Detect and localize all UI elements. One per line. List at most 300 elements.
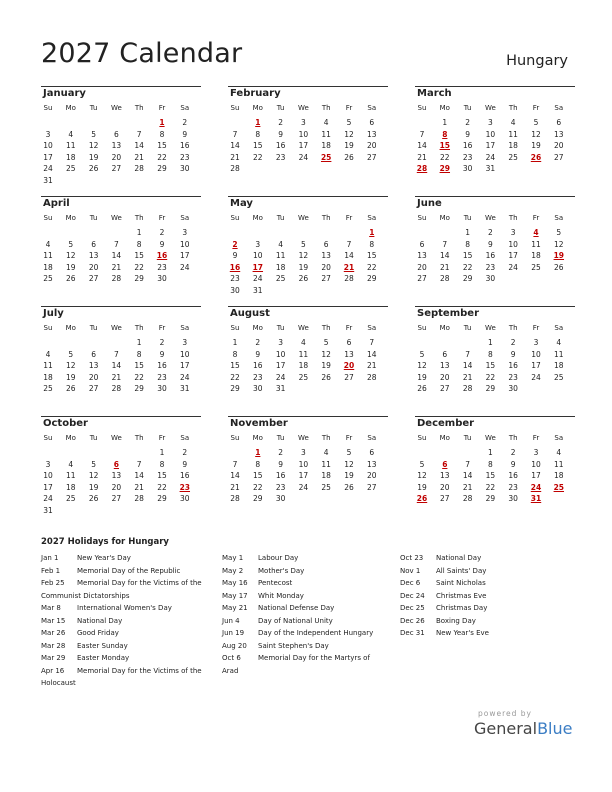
day-cell: 31 [43,505,53,515]
month-divider [415,86,575,87]
day-cell: 4 [510,118,516,127]
day-cell: 26 [66,274,76,283]
day-cell: 6 [114,129,119,139]
day-cell: 9 [278,459,283,469]
day-cell: 16 [157,361,167,370]
day-cell: 6 [556,118,562,127]
holiday-date: Mar 28 [41,641,66,650]
day-cell: 16 [180,471,190,480]
holiday-date: Nov 1 [400,566,421,575]
day-cell: 30 [157,274,167,283]
day-cell: 2 [159,228,165,237]
day-cell: 3 [301,118,306,127]
day-cell: 2 [182,448,188,457]
day-cell: 24 [508,262,518,272]
weekday-header: Sa [554,434,564,442]
weekday-header: We [297,104,309,112]
day-cell: 9 [465,129,470,139]
day-cell: 16 [508,361,518,370]
day-cell: 10 [43,471,53,480]
day-cell: 3 [45,129,51,139]
holiday-name: Memorial Day for the Victims of the [77,579,202,587]
day-cell: 10 [180,239,190,249]
day-cell: 1 [159,118,165,127]
day-cell: 17 [275,361,286,370]
month-name: January [43,88,86,99]
day-cell: 10 [531,349,541,359]
day-cell: 27 [88,274,99,283]
day-cell: 4 [45,349,51,359]
day-cell: 16 [253,361,263,370]
day-cell: 26 [344,482,354,492]
day-cell: 12 [298,251,309,260]
day-cell: 23 [179,482,191,492]
day-cell: 12 [417,361,427,370]
day-cell: 12 [344,459,354,469]
holiday-date: Oct 23 [400,554,424,562]
day-cell: 13 [111,471,122,480]
weekday-header: We [484,324,496,332]
day-cell: 26 [321,372,331,382]
day-cell: 22 [253,482,263,492]
month-divider [228,416,388,417]
day-cell: 9 [510,349,516,359]
day-cell: 14 [111,251,122,260]
day-cell: 27 [111,164,122,173]
weekday-header: Su [230,324,240,332]
weekday-header: Tu [463,214,472,222]
day-cell: 16 [462,141,473,150]
month-name: August [230,308,270,319]
day-cell: 3 [182,338,188,347]
holiday-name: Memorial Day for the Martyrs of [258,654,370,662]
day-cell: 8 [136,239,142,249]
weekday-header: Su [230,104,240,112]
day-cell: 7 [136,459,142,469]
weekday-header: Su [417,104,427,112]
day-cell: 15 [462,251,473,260]
month-name: March [417,88,452,99]
day-cell: 17 [298,471,309,480]
weekday-header: Mo [252,324,263,332]
weekday-header: Tu [276,104,285,112]
holiday-name: Easter Sunday [77,641,128,650]
holiday-name: New Year's Day [77,554,131,562]
day-cell: 2 [159,338,165,347]
day-cell: 10 [253,251,263,260]
weekday-header: Sa [554,214,564,222]
day-cell: 3 [301,448,306,457]
day-cell: 24 [43,164,53,173]
day-cell: 13 [88,361,99,370]
day-cell: 25 [43,274,53,283]
holiday-name: Saint Nicholas [436,579,486,587]
holiday-date: Dec 24 [400,591,425,600]
day-cell: 19 [553,251,565,260]
month-divider [41,196,201,197]
holiday-name: Pentecost [258,579,293,587]
holiday-item [222,590,397,603]
weekday-header: Th [134,104,144,112]
holiday-date: Dec 31 [400,629,425,637]
holiday-name: Day of the Independent Hungary [258,629,374,637]
day-cell: 1 [465,228,470,237]
holiday-name-continued: Holocaust [41,679,76,687]
day-cell: 27 [367,482,377,492]
holiday-name: National Day [77,616,123,625]
weekday-header: Th [321,434,331,442]
holiday-date: Mar 15 [41,616,66,625]
day-cell: 17 [531,471,541,480]
day-cell: 26 [88,164,99,173]
day-cell: 27 [417,274,427,283]
day-cell: 5 [323,338,329,347]
day-cell: 20 [88,372,99,382]
day-cell: 7 [419,129,425,139]
holiday-date: Oct 6 [222,654,241,662]
day-cell: 30 [462,164,473,173]
month-name: July [43,308,64,319]
day-cell: 23 [180,152,190,162]
weekday-header: Fr [345,104,353,112]
weekday-header: Tu [463,104,472,112]
day-cell: 19 [66,262,76,272]
day-cell: 2 [278,448,283,457]
holiday-item [41,577,216,590]
day-cell: 29 [157,494,167,503]
holiday-date: Mar 29 [41,654,66,662]
weekday-header: We [110,324,122,332]
holiday-item [400,565,575,578]
holiday-item [400,577,575,590]
day-cell: 31 [180,384,190,393]
day-cell: 9 [182,459,188,469]
weekday-header: Sa [367,434,377,442]
day-cell: 11 [43,251,53,260]
day-cell: 6 [113,459,119,469]
day-cell: 2 [510,338,516,347]
day-cell: 24 [180,372,190,382]
weekday-header: Su [417,324,427,332]
day-cell: 11 [508,129,518,139]
day-cell: 4 [556,338,562,347]
day-cell: 22 [134,262,144,272]
day-cell: 27 [321,274,331,283]
weekday-header: Sa [554,324,564,332]
day-cell: 12 [66,251,76,260]
day-cell: 30 [508,494,518,503]
brand-part-blue: Blue [537,719,573,738]
day-cell: 19 [66,372,76,382]
day-cell: 18 [275,262,286,272]
day-cell: 31 [253,285,263,295]
day-cell: 26 [66,384,76,393]
weekday-header: Fr [532,434,540,442]
day-cell: 8 [465,239,470,249]
day-cell: 28 [440,274,450,283]
weekday-header: Su [417,214,427,222]
day-cell: 23 [157,372,167,382]
month-divider [228,306,388,307]
holiday-date: May 1 [222,554,244,562]
day-cell: 27 [440,494,450,503]
day-cell: 20 [343,361,355,370]
day-cell: 21 [440,262,450,272]
holiday-item [222,652,397,665]
day-cell: 24 [298,482,309,492]
day-cell: 9 [255,349,261,359]
day-cell: 23 [462,152,473,162]
day-cell: 7 [114,239,119,249]
day-cell: 23 [275,482,286,492]
month-divider [41,306,201,307]
day-cell: 5 [346,448,352,457]
holiday-date: May 21 [222,604,248,612]
day-cell: 13 [344,349,354,359]
holiday-column [222,552,397,677]
day-cell: 29 [439,164,451,173]
day-cell: 7 [136,129,142,139]
day-cell: 28 [111,274,122,283]
weekday-header: Sa [367,214,377,222]
brand-logo[interactable] [474,719,572,738]
day-cell: 11 [554,459,564,469]
holiday-item [41,615,216,628]
weekday-header: Th [508,104,518,112]
day-cell: 19 [298,262,309,272]
weekday-header: Mo [439,434,450,442]
day-cell: 22 [253,152,263,162]
day-cell: 14 [134,471,144,480]
day-cell: 10 [531,459,541,469]
day-cell: 24 [43,494,53,503]
day-cell: 14 [111,361,122,370]
day-cell: 25 [321,482,331,492]
day-cell: 8 [369,239,375,249]
weekday-header: Mo [65,434,76,442]
day-cell: 21 [134,482,144,492]
day-cell: 23 [157,262,167,272]
day-cell: 29 [134,274,144,283]
weekday-header: Th [508,434,518,442]
day-cell: 15 [485,471,496,480]
holiday-item [400,590,575,603]
day-cell: 18 [554,471,564,480]
day-cell: 23 [253,372,263,382]
day-cell: 14 [440,251,450,260]
day-cell: 24 [275,372,286,382]
day-cell: 21 [343,262,355,272]
holiday-date: Dec 26 [400,616,425,625]
weekday-header: Sa [180,324,190,332]
holiday-item [41,640,216,653]
day-cell: 27 [440,384,450,393]
day-cell: 10 [298,459,309,469]
day-cell: 31 [530,494,542,503]
day-cell: 16 [229,262,241,272]
day-cell: 6 [419,239,425,249]
weekday-header: Sa [554,104,564,112]
month-divider [41,86,201,87]
day-cell: 28 [367,372,377,382]
day-cell: 8 [159,129,165,139]
holiday-name-continued: Communist Dictatorships [41,591,130,600]
day-cell: 11 [321,459,331,469]
weekday-header: Th [134,434,144,442]
day-cell: 24 [530,482,542,492]
day-cell: 1 [159,448,165,457]
day-cell: 4 [323,448,329,457]
day-cell: 13 [111,141,122,150]
day-cell: 4 [68,129,74,139]
day-cell: 15 [439,141,451,150]
weekday-header: Th [134,324,144,332]
day-cell: 29 [253,494,263,503]
weekday-header: Fr [158,324,166,332]
day-cell: 20 [417,262,427,272]
day-cell: 27 [88,384,99,393]
weekday-header: Su [230,434,240,442]
day-cell: 18 [508,141,518,150]
holiday-name: Boxing Day [436,616,476,625]
day-cell: 11 [43,361,53,370]
day-cell: 3 [510,228,516,237]
day-cell: 20 [321,262,331,272]
day-cell: 11 [531,239,541,249]
day-cell: 30 [180,164,190,173]
day-cell: 11 [554,349,564,359]
holiday-item [222,615,397,628]
day-cell: 15 [157,141,167,150]
day-cell: 10 [43,141,53,150]
holiday-date: Apr 16 [41,666,65,675]
day-cell: 3 [255,239,261,249]
weekday-header: Fr [158,104,166,112]
day-cell: 22 [440,152,450,162]
day-cell: 25 [275,274,286,283]
holiday-name: Easter Monday [77,654,130,662]
country-name: Hungary [506,53,568,69]
weekday-header: We [484,214,496,222]
weekday-header: We [297,324,309,332]
day-cell: 23 [275,152,286,162]
day-cell: 28 [230,164,240,173]
day-cell: 2 [510,448,516,457]
day-cell: 14 [462,361,473,370]
day-cell: 13 [440,471,450,480]
holiday-name: All Saints' Day [436,566,487,575]
weekday-header: We [110,214,122,222]
day-cell: 16 [180,141,190,150]
day-cell: 11 [275,251,286,260]
holiday-date: Dec 6 [400,579,421,587]
month-divider [228,86,388,87]
weekday-header: Fr [345,214,353,222]
holiday-item [222,565,397,578]
day-cell: 27 [554,152,564,162]
holiday-name: Mother's Day [258,566,305,575]
day-cell: 17 [531,361,541,370]
day-cell: 30 [508,384,518,393]
day-cell: 8 [159,459,165,469]
holiday-item [222,577,397,590]
day-cell: 18 [66,482,76,492]
day-cell: 19 [344,471,354,480]
weekday-header: Mo [252,104,263,112]
day-cell: 25 [66,164,76,173]
day-cell: 6 [91,349,96,359]
day-cell: 15 [134,361,144,370]
day-cell: 4 [556,448,562,457]
day-cell: 26 [417,384,427,393]
holiday-date: Feb 1 [41,566,61,575]
day-cell: 20 [88,262,99,272]
day-cell: 28 [462,384,473,393]
holiday-date: May 16 [222,579,248,587]
holiday-item [400,627,575,640]
weekday-header: Sa [367,104,377,112]
weekday-header: Th [321,214,331,222]
day-cell: 30 [253,384,263,393]
day-cell: 27 [111,494,122,503]
day-cell: 25 [66,494,76,503]
day-cell: 18 [66,152,76,162]
day-cell: 5 [68,239,74,249]
day-cell: 12 [417,471,427,480]
day-cell: 1 [442,118,448,127]
holiday-item [222,602,397,615]
weekday-header: Th [321,104,331,112]
day-cell: 5 [68,349,74,359]
day-cell: 15 [230,361,240,370]
day-cell: 26 [344,152,354,162]
day-cell: 2 [488,228,493,237]
day-cell: 7 [346,239,352,249]
day-cell: 12 [321,349,331,359]
day-cell: 3 [533,448,539,457]
weekday-header: Mo [65,214,76,222]
holiday-item [222,627,397,640]
day-cell: 19 [417,372,427,382]
holiday-date: Mar 8 [41,604,61,612]
day-cell: 8 [488,349,493,359]
holiday-item [41,627,216,640]
day-cell: 4 [68,459,74,469]
day-cell: 22 [485,482,496,492]
day-cell: 18 [321,471,331,480]
day-cell: 1 [488,338,493,347]
day-cell: 25 [320,152,332,162]
weekday-header: Fr [532,324,540,332]
day-cell: 11 [298,349,309,359]
day-cell: 23 [508,372,518,382]
day-cell: 28 [134,494,144,503]
weekday-header: We [297,214,309,222]
month-name: June [417,198,442,209]
day-cell: 26 [530,152,542,162]
day-cell: 22 [157,482,167,492]
day-cell: 21 [417,152,427,162]
weekday-header: Sa [367,324,377,332]
holiday-date: Jun 19 [222,629,245,637]
holiday-item [41,552,216,565]
day-cell: 21 [367,361,377,370]
holiday-item [222,552,397,565]
day-cell: 9 [232,251,238,260]
day-cell: 7 [232,459,238,469]
day-cell: 22 [157,152,167,162]
holiday-item [41,565,216,578]
